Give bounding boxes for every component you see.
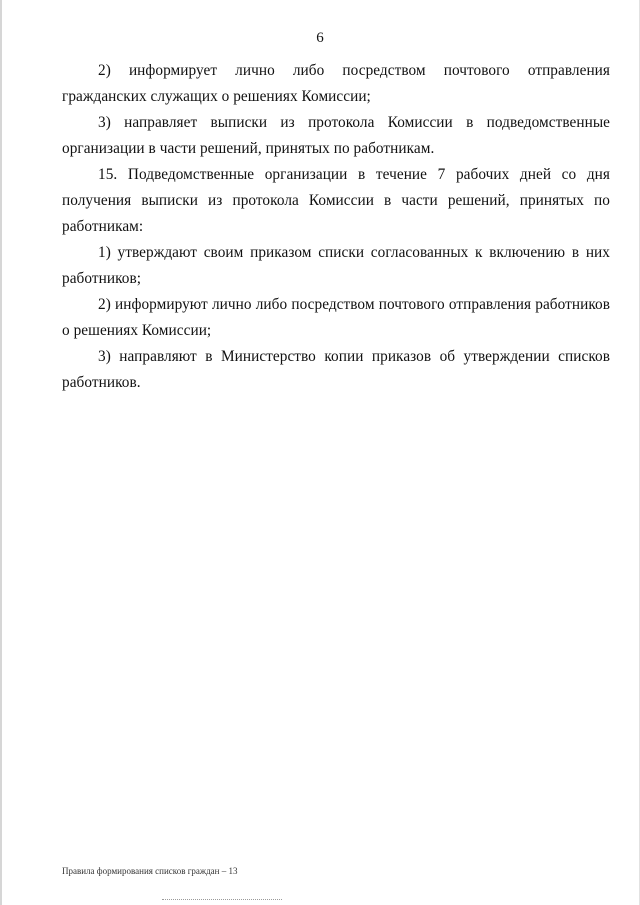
paragraph-send-extracts: 3) направляет выписки из протокола Комиссии в подведомственные организации в части решений, принятых по работникам. bbox=[62, 114, 610, 157]
footer-note: Правила формирования списков граждан – 13 bbox=[62, 866, 238, 876]
paragraph-approve-lists: 1) утверждают своим приказом списки согласованных к включению в них работников; bbox=[62, 244, 610, 287]
page-number: 6 bbox=[316, 30, 324, 46]
paragraph-item-15: 15. Подведомственные организации в течение 7 рабочих дней со дня получения выписки из протокола Комиссии в части решений, принятых по работникам: bbox=[62, 166, 610, 235]
scan-edge-left bbox=[0, 0, 2, 905]
document-body bbox=[62, 58, 610, 396]
paragraph-send-copies: 3) направляют в Министерство копии приказов об утверждении списков работников. bbox=[62, 348, 610, 391]
paragraph-inform-civil-servants: 2) информирует лично либо посредством почтового отправления гражданских служащих о решениях Комиссии; bbox=[62, 62, 610, 105]
scan-artifact-line bbox=[162, 899, 282, 901]
paragraph-inform-workers: 2) информируют лично либо посредством почтового отправления работников о решениях Комиссии; bbox=[62, 296, 610, 339]
